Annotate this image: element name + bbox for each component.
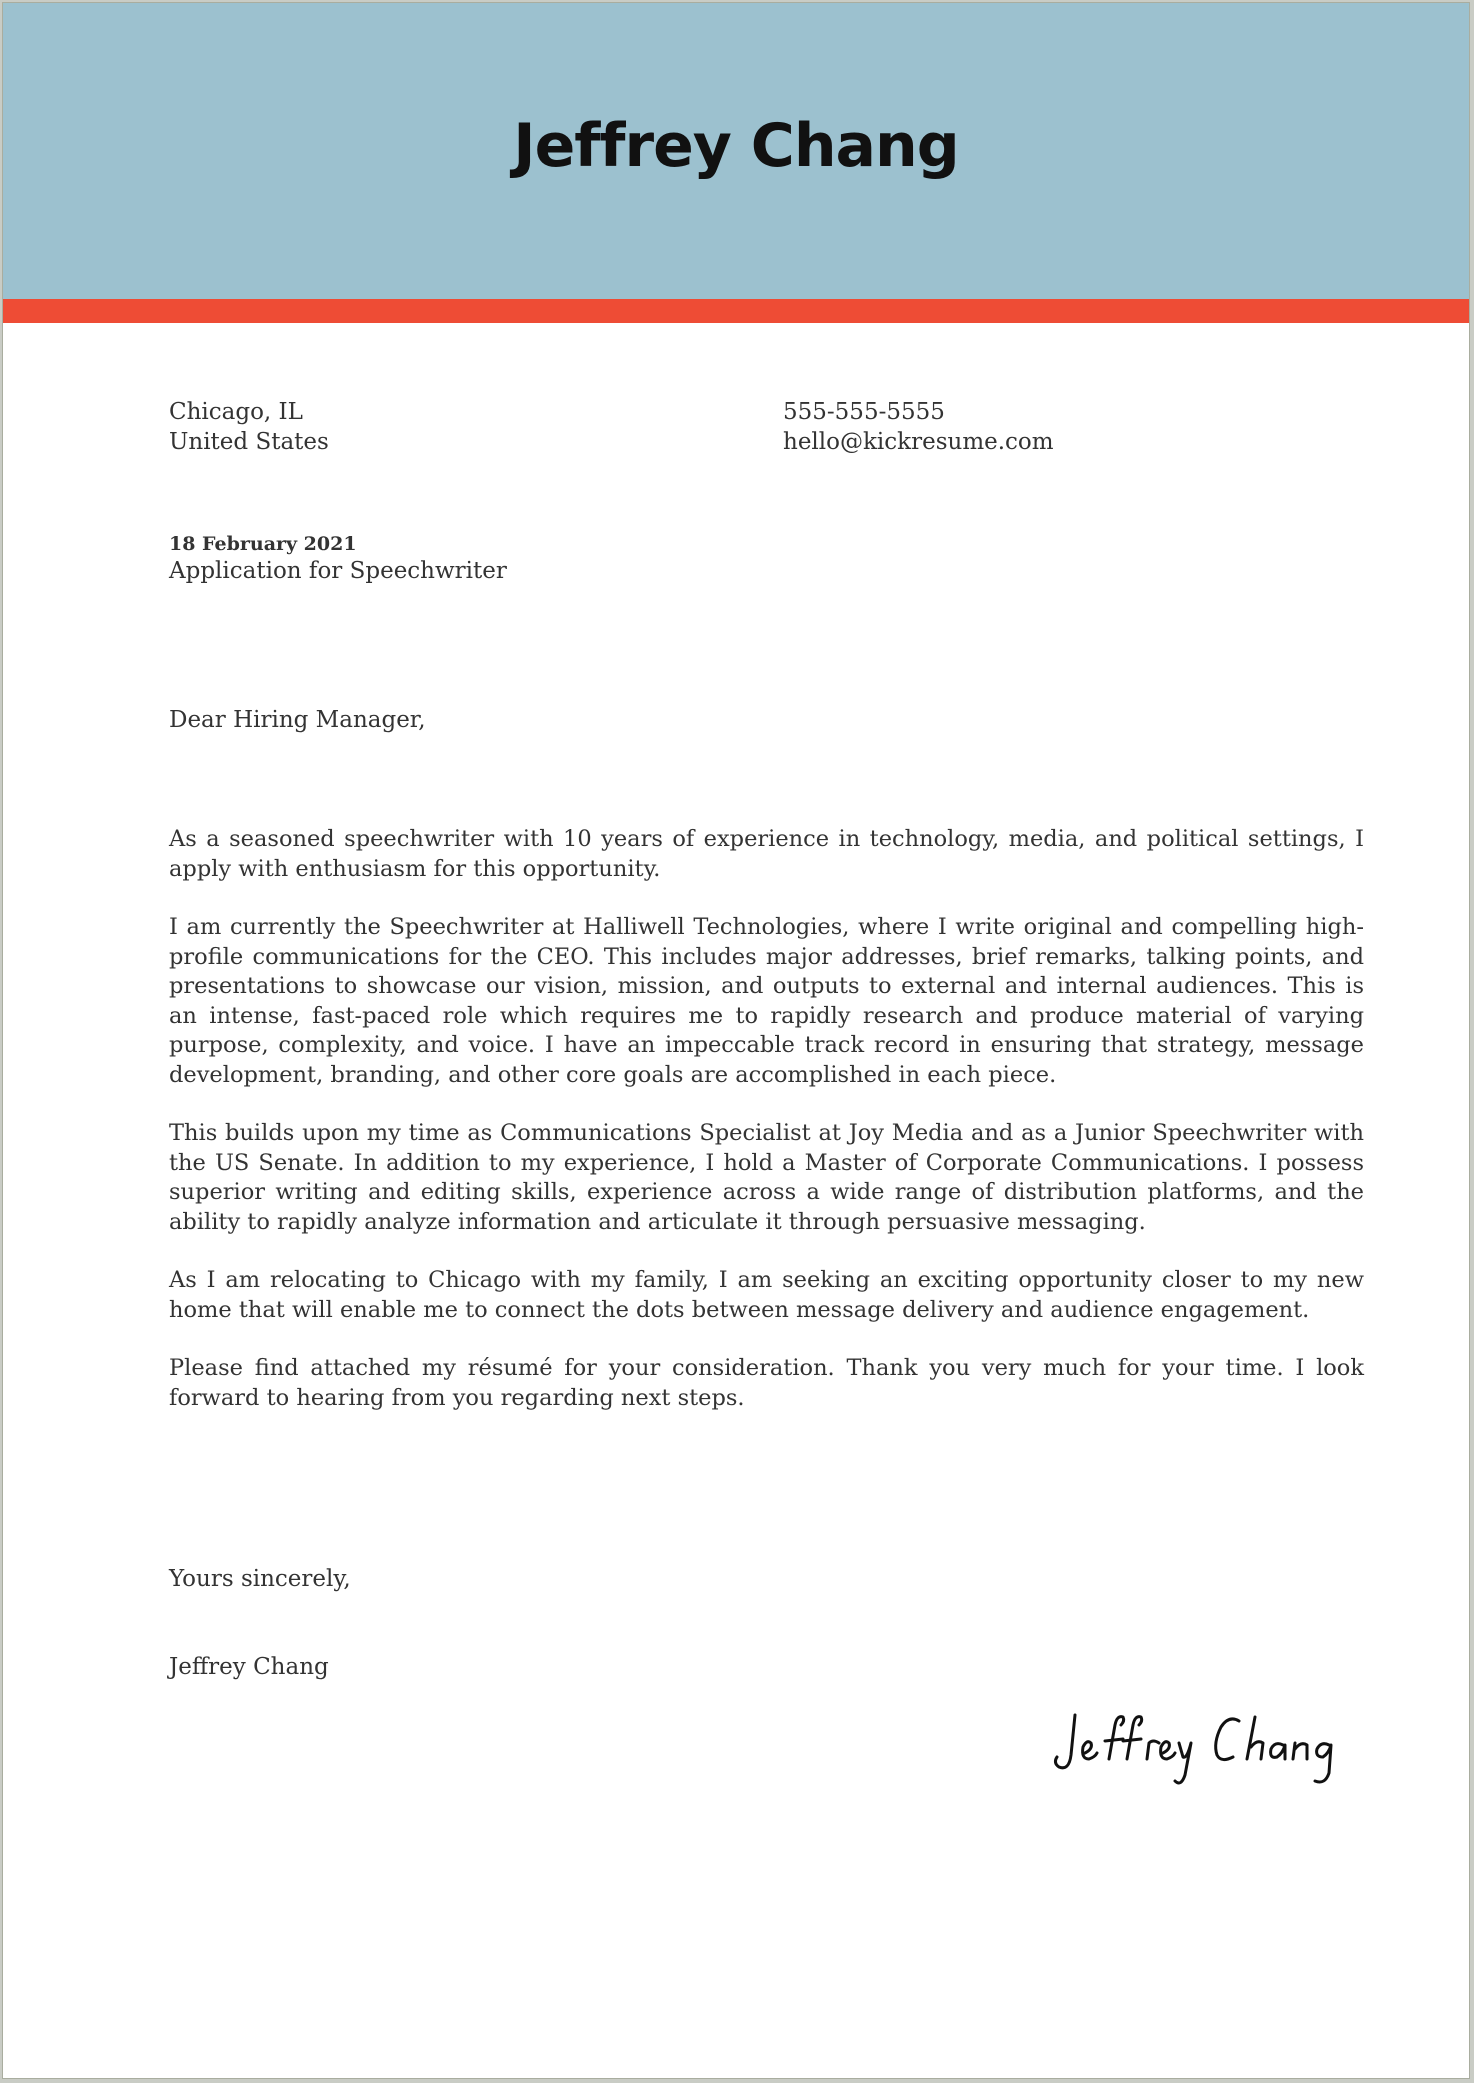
- greeting: Dear Hiring Manager,: [169, 707, 426, 733]
- letter-subject: Application for Speechwriter: [169, 558, 507, 584]
- paragraph: As a seasoned speechwriter with 10 years of experience in technology, media, and political settings, I apply with enthusiasm for this opportunity.: [169, 826, 1364, 882]
- city: Chicago, IL: [169, 399, 303, 425]
- closing: Yours sincerely,: [169, 1566, 351, 1592]
- letter-date: 18 February 2021: [169, 533, 357, 555]
- email: hello@kickresume.com: [783, 429, 1054, 455]
- paragraph: Please find attached my résumé for your consideration. Thank you very much for your time. I look forward to hearing from you regarding next steps.: [169, 1355, 1364, 1411]
- header-banner: [3, 3, 1469, 299]
- letter-page: [3, 3, 1469, 2078]
- signature: [1053, 1703, 1373, 1793]
- applicant-name: Jeffrey Chang: [513, 111, 959, 181]
- paragraph: This builds upon my time as Communications Specialist at Joy Media and as a Junior Speechwriter with the US Senate. In addition to my experience, I hold a Master of Corporate Communications. I possess superior writing and editing skills, experience across a wide range of distribution platforms, and the ability to rapidly analyze information and articulate it through persuasive messaging.: [169, 1120, 1364, 1235]
- letter-body: [169, 825, 1364, 1442]
- country: United States: [169, 429, 329, 455]
- address-block: [169, 397, 329, 457]
- paragraph: As I am relocating to Chicago with my family, I am seeking an exciting opportunity closer to my new home that will enable me to connect the dots between message delivery and audience engagement.: [169, 1267, 1364, 1323]
- contact-block: [783, 397, 1054, 457]
- signer-name: Jeffrey Chang: [169, 1654, 329, 1680]
- accent-bar: [3, 299, 1469, 323]
- paragraph: I am currently the Speechwriter at Halliwell Technologies, where I write original and compelling high-profile communications for the CEO. This includes major addresses, brief remarks, talking points, and presentations to showcase our vision, mission, and outputs to external and internal audiences. This is an intense, fast-paced role which requires me to rapidly research and produce material of varying purpose, complexity, and voice. I have an impeccable track record in ensuring that strategy, message development, branding, and other core goals are accomplished in each piece.: [169, 914, 1364, 1088]
- phone: 555-555-5555: [783, 399, 945, 425]
